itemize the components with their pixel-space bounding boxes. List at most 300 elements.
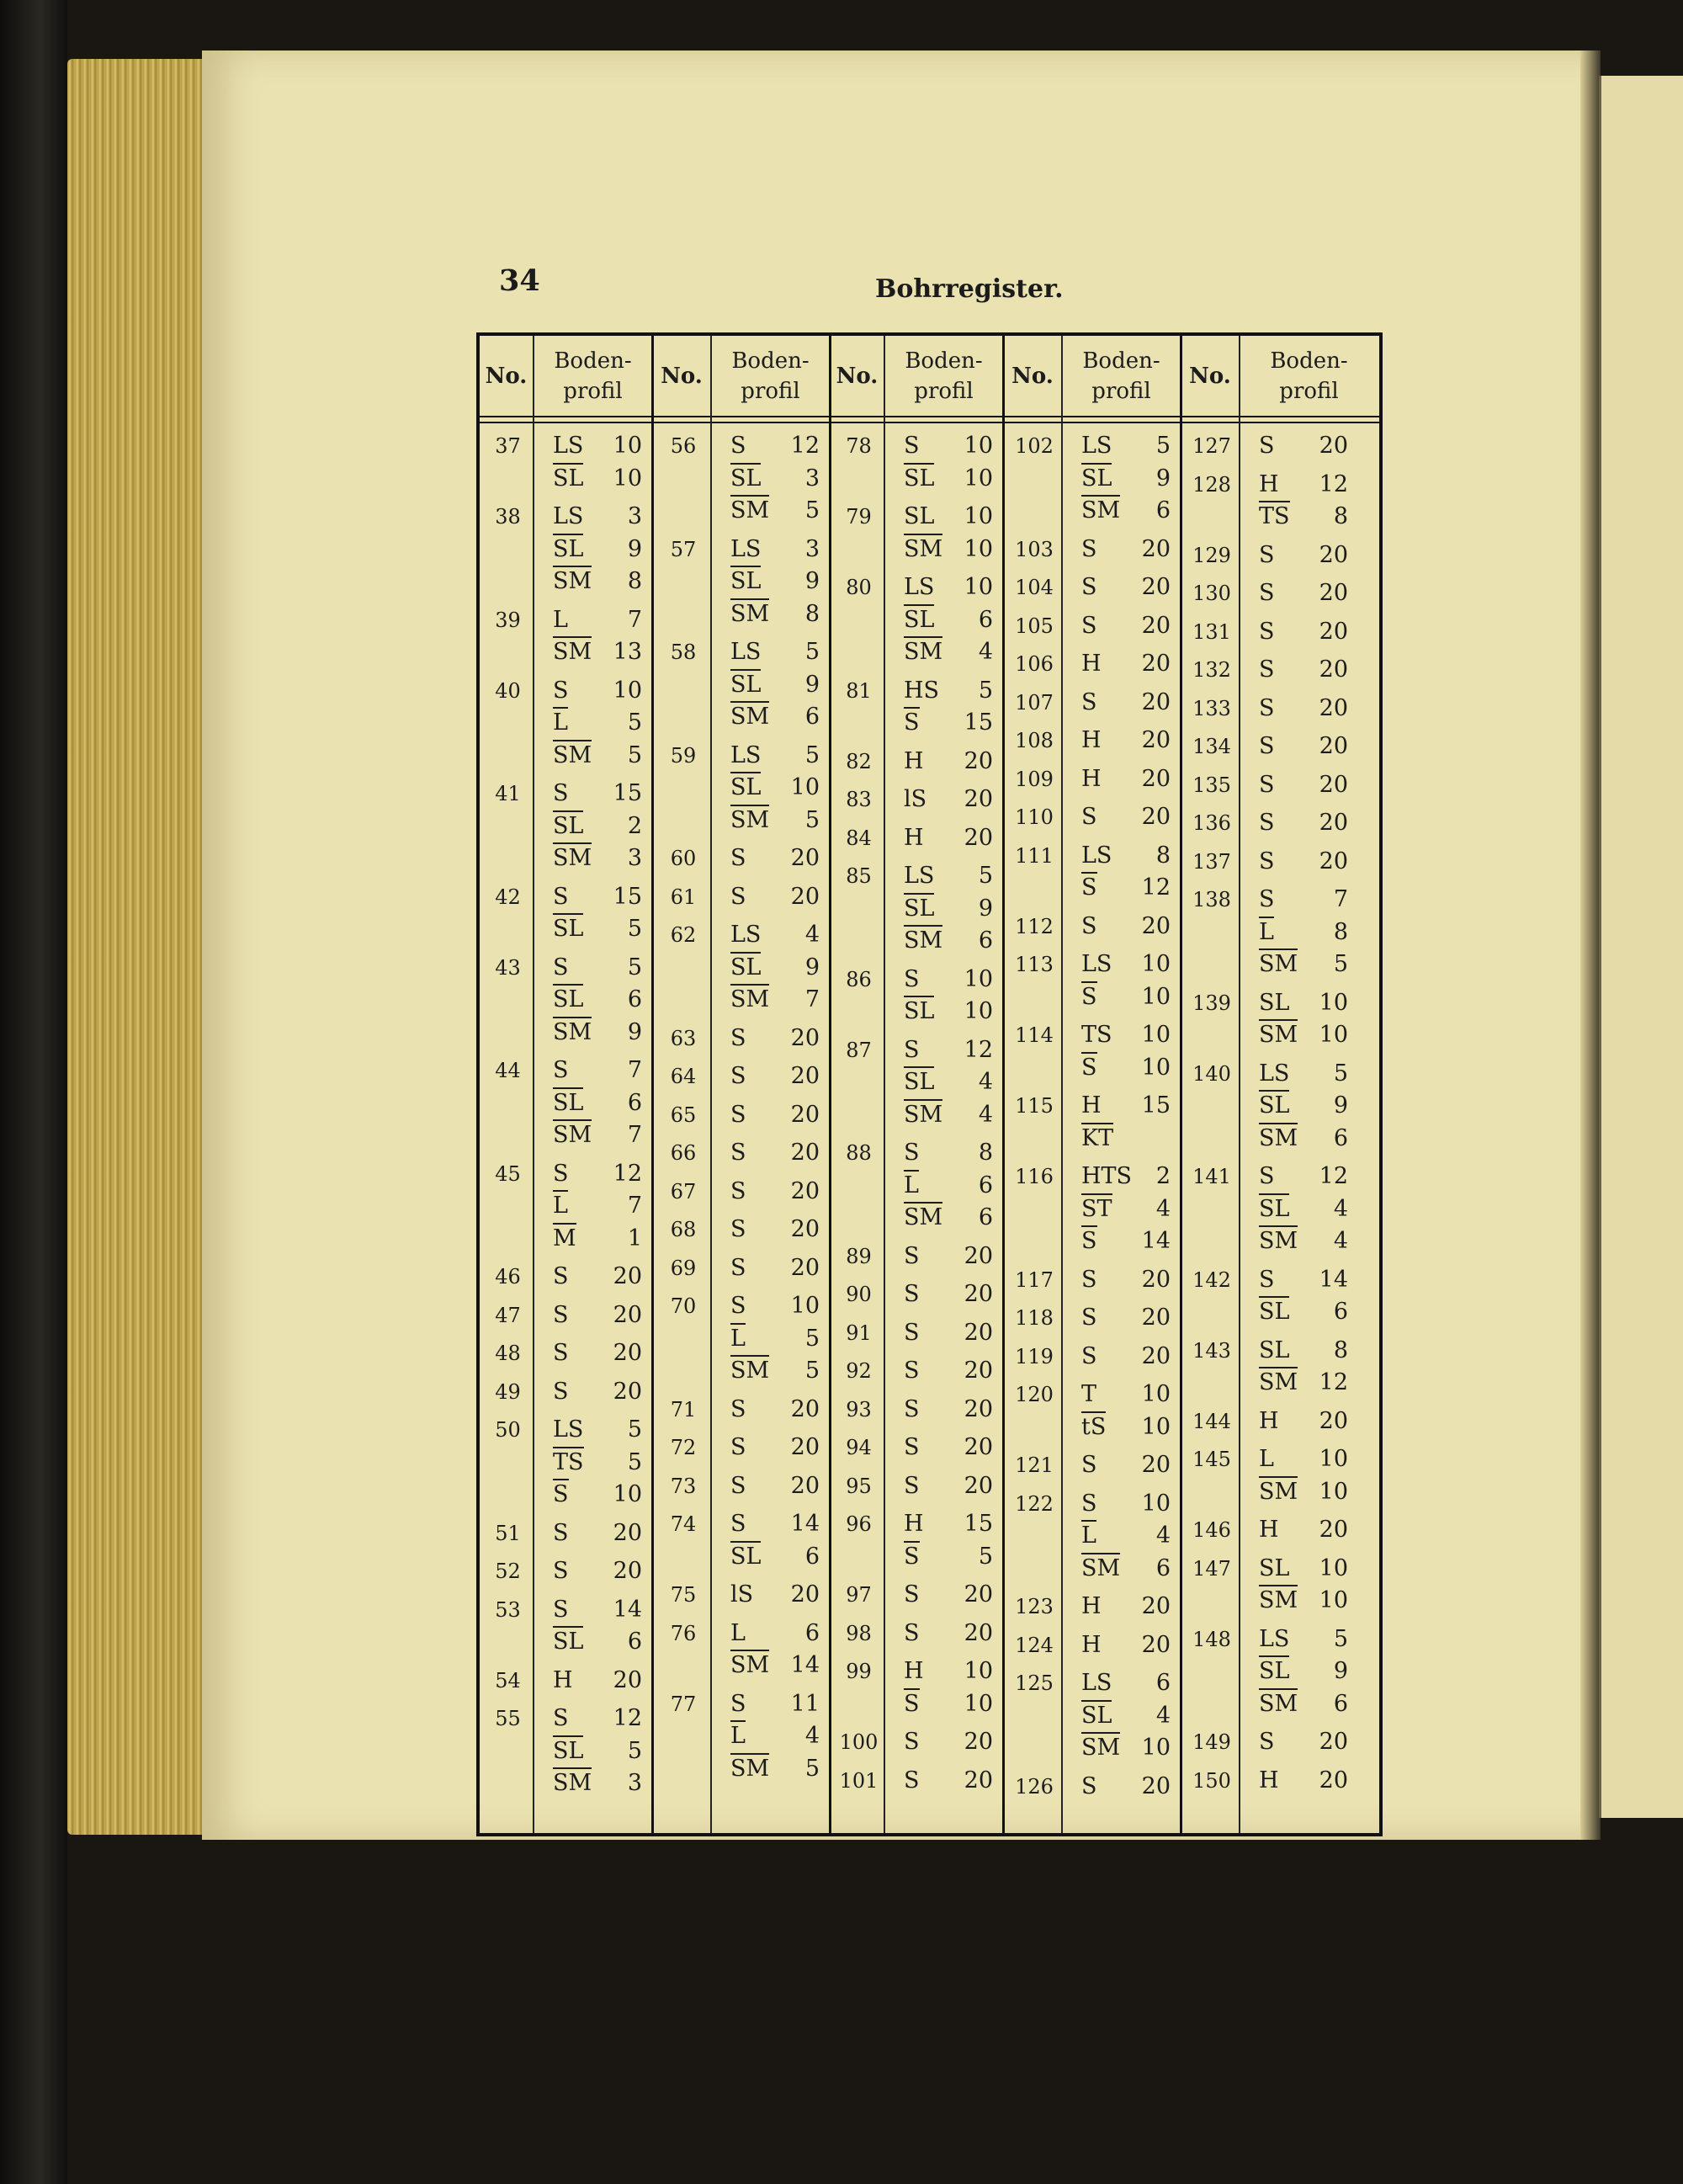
bore-number: 102	[1015, 434, 1054, 458]
bore-number: 61	[670, 885, 697, 909]
bore-number: 148	[1192, 1627, 1231, 1651]
soil-layer-depth: 5	[1155, 433, 1171, 459]
bore-register-table	[476, 332, 1383, 1836]
soil-layer-code: H	[1081, 765, 1102, 792]
soil-layer-depth: 14	[790, 1652, 820, 1678]
soil-layer-depth: 2	[1155, 1163, 1171, 1189]
soil-layer-depth: 12	[613, 1705, 642, 1731]
soil-layer-code: SM	[553, 842, 592, 872]
soil-layer-depth: 10	[613, 677, 642, 704]
soil-layer-depth: 20	[1141, 612, 1171, 639]
soil-layer-depth: 7	[627, 606, 642, 633]
soil-layer-code: SM	[730, 1753, 769, 1783]
soil-layer-depth: 9	[804, 954, 820, 980]
bore-number: 43	[495, 955, 521, 980]
header-no: No.	[1011, 364, 1054, 389]
soil-layer-depth: 6	[804, 1619, 820, 1646]
soil-layer-code: S	[730, 1177, 746, 1204]
soil-layer-code: LS	[1259, 1625, 1290, 1652]
soil-layer-depth: 20	[964, 1729, 993, 1755]
soil-layer-depth: 10	[964, 1690, 993, 1717]
soil-layer-depth: 4	[804, 922, 820, 948]
bore-number: 107	[1015, 690, 1054, 715]
bore-number: 120	[1015, 1383, 1054, 1406]
soil-layer-depth: 20	[1141, 912, 1171, 939]
bore-number: 141	[1192, 1165, 1231, 1188]
soil-layer-depth: 20	[790, 883, 820, 910]
soil-layer-code: H	[1081, 1593, 1102, 1619]
soil-layer-depth: 15	[964, 709, 993, 736]
soil-layer-code: HS	[904, 677, 940, 704]
soil-layer-code: TS	[553, 1447, 584, 1476]
soil-layer-code: SM	[730, 1650, 769, 1679]
soil-layer-depth: 7	[804, 986, 820, 1012]
soil-layer-code: SM	[553, 566, 592, 595]
soil-layer-code: L	[730, 1323, 746, 1352]
soil-layer-depth: 5	[804, 497, 820, 523]
soil-layer-depth: 20	[790, 1434, 820, 1460]
soil-layer-code: S	[1081, 1772, 1097, 1799]
bore-number: 53	[495, 1597, 521, 1622]
soil-layer-code: SL	[553, 1087, 583, 1117]
bore-number: 52	[495, 1560, 521, 1583]
soil-layer-code: SL	[1259, 1090, 1289, 1119]
soil-layer-code: S	[553, 1705, 569, 1731]
bore-number: 99	[846, 1660, 872, 1683]
soil-layer-code: S	[1081, 1052, 1097, 1081]
column-rule	[533, 336, 534, 1833]
soil-layer-depth: 6	[627, 986, 642, 1012]
soil-layer-depth: 3	[804, 535, 820, 562]
soil-layer-depth: 20	[1141, 765, 1171, 792]
bore-number: 136	[1192, 811, 1231, 835]
soil-layer-code: S	[1081, 1305, 1097, 1331]
soil-layer-code: S	[1259, 694, 1275, 721]
header-bodenprofil: Boden- profil	[905, 348, 983, 404]
bore-number: 90	[846, 1283, 872, 1306]
soil-layer-code: S	[1081, 535, 1097, 562]
soil-layer-depth: 8	[627, 568, 642, 594]
bore-number: 98	[846, 1621, 872, 1645]
soil-layer-depth: 20	[613, 1378, 642, 1405]
soil-layer-depth: 20	[790, 1472, 820, 1499]
soil-layer-depth: 4	[978, 1101, 993, 1128]
soil-layer-code: S	[553, 780, 569, 806]
bore-number: 54	[495, 1668, 521, 1692]
bore-number: 143	[1192, 1338, 1231, 1363]
bore-number: 81	[846, 678, 872, 703]
bore-number: 72	[670, 1436, 697, 1459]
bore-number: 85	[846, 864, 872, 888]
bore-number: 37	[495, 434, 521, 458]
bore-number: 59	[670, 743, 697, 768]
soil-layer-code: S	[730, 1395, 746, 1422]
soil-layer-code: L	[1081, 1520, 1096, 1549]
soil-layer-code: L	[1259, 1446, 1274, 1472]
group-rule	[1180, 336, 1182, 1833]
soil-layer-depth: 4	[1155, 1195, 1171, 1222]
soil-layer-code: S	[904, 1140, 920, 1166]
soil-layer-code: SL	[1259, 989, 1290, 1016]
soil-layer-depth: 20	[1319, 1407, 1348, 1434]
bore-number: 82	[846, 749, 872, 773]
soil-layer-code: M	[553, 1223, 576, 1252]
soil-layer-depth: 5	[627, 954, 642, 980]
soil-layer-depth: 20	[1141, 1772, 1171, 1799]
bore-number: 68	[670, 1218, 697, 1241]
soil-layer-depth: 7	[627, 1193, 642, 1219]
soil-layer-code: SL	[904, 503, 935, 529]
soil-layer-code: S	[553, 1558, 569, 1584]
bore-number: 75	[670, 1583, 697, 1607]
soil-layer-code: SM	[553, 636, 592, 666]
soil-layer-depth: 20	[790, 1024, 820, 1051]
soil-layer-depth: 20	[1141, 1452, 1171, 1478]
soil-layer-code: S	[1259, 810, 1275, 836]
bore-number: 83	[846, 788, 872, 811]
soil-layer-code: S	[553, 954, 569, 980]
soil-layer-depth: 20	[790, 1177, 820, 1204]
soil-layer-code: SL	[1081, 1700, 1112, 1730]
bore-number: 92	[846, 1359, 872, 1383]
bore-number: 42	[495, 885, 521, 909]
bore-number: 118	[1015, 1306, 1054, 1330]
soil-layer-code: S	[1081, 981, 1097, 1011]
soil-layer-code: LS	[730, 741, 762, 768]
soil-layer-code: S	[553, 1378, 569, 1405]
soil-layer-depth: 14	[1141, 1228, 1171, 1254]
soil-layer-code: S	[730, 883, 746, 910]
soil-layer-code: S	[1081, 1266, 1097, 1293]
bore-number: 93	[846, 1397, 872, 1421]
soil-layer-code: S	[1081, 1452, 1097, 1478]
soil-layer-depth: 10	[964, 1658, 993, 1684]
soil-layer-depth: 8	[1333, 918, 1348, 945]
soil-layer-code: SM	[730, 701, 769, 731]
soil-layer-code: S	[730, 433, 746, 459]
soil-layer-code: S	[1259, 886, 1275, 912]
soil-layer-depth: 10	[790, 1293, 820, 1319]
soil-layer-depth: 20	[964, 1472, 993, 1499]
soil-layer-code: S	[904, 965, 920, 992]
group-rule	[1002, 336, 1005, 1833]
soil-layer-code: SL	[1259, 1655, 1289, 1685]
soil-layer-depth: 20	[1319, 1729, 1348, 1755]
soil-layer-code: SM	[1259, 1585, 1298, 1614]
soil-layer-depth: 6	[1333, 1690, 1348, 1717]
soil-layer-depth: 20	[1319, 694, 1348, 721]
soil-layer-code: SL	[553, 810, 583, 840]
soil-layer-code: SM	[1259, 1688, 1298, 1718]
soil-layer-depth: 20	[964, 1395, 993, 1422]
soil-layer-code: S	[1259, 848, 1275, 874]
soil-layer-code: SL	[1259, 1554, 1290, 1581]
soil-layer-code: L	[553, 606, 568, 633]
soil-layer-depth: 20	[964, 1358, 993, 1384]
soil-layer-code: SM	[1259, 1123, 1298, 1152]
soil-layer-depth: 20	[1319, 848, 1348, 874]
soil-layer-depth: 20	[613, 1666, 642, 1693]
soil-layer-code: SM	[1259, 1019, 1298, 1049]
soil-layer-depth: 5	[978, 677, 993, 704]
soil-layer-depth: 20	[790, 1101, 820, 1128]
soil-layer-code: S	[730, 1024, 746, 1051]
bore-number: 130	[1192, 582, 1231, 605]
soil-layer-code: SM	[553, 740, 592, 769]
bore-number: 63	[670, 1026, 697, 1050]
soil-layer-depth: 6	[978, 927, 993, 954]
header-no: No.	[661, 364, 703, 389]
soil-layer-depth: 5	[804, 1325, 820, 1352]
soil-layer-code: SL	[730, 566, 761, 595]
soil-layer-code: SL	[904, 893, 934, 922]
soil-layer-depth: 10	[1141, 1381, 1171, 1407]
bore-number: 146	[1192, 1518, 1231, 1542]
soil-layer-code: SL	[730, 669, 761, 699]
soil-layer-depth: 5	[804, 741, 820, 768]
soil-layer-code: L	[553, 1190, 568, 1220]
soil-layer-depth: 5	[804, 1358, 820, 1384]
soil-layer-depth: 20	[1141, 1342, 1171, 1369]
bore-number: 106	[1015, 652, 1054, 676]
soil-layer-depth: 9	[804, 671, 820, 698]
soil-layer-code: LS	[553, 503, 584, 529]
soil-layer-code: S	[730, 1063, 746, 1089]
soil-layer-code: LS	[553, 433, 584, 459]
soil-layer-code: S	[730, 1140, 746, 1166]
soil-layer-code: LS	[730, 639, 762, 665]
soil-layer-depth: 5	[978, 1543, 993, 1570]
soil-layer-depth: 4	[978, 639, 993, 665]
soil-layer-depth: 20	[613, 1519, 642, 1546]
soil-layer-code: H	[904, 824, 924, 851]
bore-number: 70	[670, 1294, 697, 1318]
soil-layer-code: H	[1259, 470, 1279, 497]
soil-layer-code: SM	[553, 1017, 592, 1046]
page-edges	[67, 59, 206, 1835]
bore-number: 67	[670, 1179, 697, 1204]
soil-layer-depth: 6	[1333, 1299, 1348, 1325]
soil-layer-code: L	[730, 1619, 746, 1646]
soil-layer-depth: 14	[1319, 1266, 1348, 1293]
soil-layer-depth: 1	[627, 1225, 642, 1251]
soil-layer-code: S	[1259, 771, 1275, 798]
soil-layer-code: H	[1081, 1092, 1102, 1119]
soil-layer-depth: 12	[613, 1160, 642, 1187]
soil-layer-code: SL	[904, 996, 934, 1025]
bore-number: 138	[1192, 888, 1231, 911]
facing-page-edge	[1599, 76, 1683, 1818]
soil-layer-code: ST	[1081, 1193, 1112, 1223]
soil-layer-depth: 20	[964, 786, 993, 812]
bore-number: 40	[495, 678, 521, 703]
bore-number: 142	[1192, 1267, 1231, 1292]
soil-layer-code: SL	[553, 984, 583, 1013]
bore-number: 101	[839, 1768, 879, 1793]
soil-layer-depth: 12	[1319, 1369, 1348, 1395]
bore-number: 47	[495, 1303, 521, 1327]
soil-layer-depth: 8	[804, 600, 820, 627]
bore-number: 128	[1192, 472, 1231, 497]
bore-number: 49	[495, 1379, 521, 1404]
soil-layer-code: H	[1259, 1767, 1279, 1793]
soil-layer-depth: 15	[1141, 1092, 1171, 1119]
soil-layer-depth: 9	[627, 535, 642, 562]
header-bodenprofil: Boden- profil	[731, 348, 810, 404]
soil-layer-code: SM	[730, 598, 769, 628]
soil-layer-code: SM	[904, 636, 942, 666]
soil-layer-code: SM	[553, 1119, 592, 1149]
header-no: No.	[485, 364, 528, 389]
soil-layer-code: SL	[730, 952, 761, 981]
soil-layer-depth: 4	[1155, 1702, 1171, 1729]
soil-layer-depth: 20	[613, 1558, 642, 1584]
soil-layer-code: SM	[1081, 1732, 1120, 1762]
soil-layer-depth: 3	[804, 465, 820, 492]
bore-number: 65	[670, 1103, 697, 1127]
soil-layer-code: S	[1081, 1342, 1097, 1369]
soil-layer-code: H	[1081, 727, 1102, 753]
column-rule	[710, 336, 712, 1833]
soil-layer-code: S	[904, 707, 920, 736]
bore-number: 122	[1015, 1491, 1054, 1516]
soil-layer-code: T	[1081, 1381, 1097, 1407]
group-rule	[829, 336, 831, 1833]
bore-number: 51	[495, 1521, 521, 1545]
soil-layer-code: S	[1259, 618, 1275, 645]
soil-layer-depth: 20	[964, 1581, 993, 1607]
soil-layer-depth: 20	[964, 747, 993, 774]
soil-layer-depth: 10	[1141, 1490, 1171, 1517]
soil-layer-code: SL	[553, 1626, 583, 1655]
soil-layer-code: S	[730, 1101, 746, 1128]
bore-number: 116	[1015, 1165, 1054, 1188]
soil-layer-code: S	[904, 1358, 920, 1384]
soil-layer-depth: 15	[613, 780, 642, 806]
bore-number: 77	[670, 1692, 697, 1716]
soil-layer-code: LS	[1081, 842, 1112, 869]
bore-number: 78	[846, 434, 872, 458]
soil-layer-depth: 7	[627, 1122, 642, 1148]
soil-layer-code: LS	[1081, 1670, 1112, 1696]
soil-layer-depth: 20	[1319, 618, 1348, 645]
soil-layer-code: L	[730, 1720, 746, 1750]
soil-layer-depth: 20	[1319, 733, 1348, 759]
bore-number: 145	[1192, 1448, 1231, 1471]
soil-layer-depth: 10	[1141, 1413, 1171, 1440]
soil-layer-depth: 6	[804, 1543, 820, 1570]
soil-layer-code: S	[1259, 1729, 1275, 1755]
soil-layer-depth: 10	[613, 1481, 642, 1507]
soil-layer-code: S	[904, 1242, 920, 1269]
soil-layer-depth: 15	[613, 883, 642, 910]
soil-layer-depth: 10	[1141, 1054, 1171, 1081]
soil-layer-code: S	[553, 1057, 569, 1083]
soil-layer-code: S	[1259, 1266, 1275, 1293]
soil-layer-code: S	[1259, 541, 1275, 568]
soil-layer-code: S	[1081, 612, 1097, 639]
bore-number: 58	[670, 640, 697, 664]
soil-layer-code: LS	[1081, 433, 1112, 459]
bore-number: 123	[1015, 1595, 1054, 1618]
soil-layer-depth: 10	[964, 465, 993, 492]
page-number: 34	[499, 263, 540, 298]
soil-layer-depth: 3	[627, 845, 642, 871]
soil-layer-code: S	[553, 1301, 569, 1328]
soil-layer-depth: 10	[1319, 1446, 1348, 1472]
soil-layer-depth: 9	[627, 1018, 642, 1045]
soil-layer-depth: 5	[627, 741, 642, 768]
soil-layer-code: SM	[1259, 949, 1298, 978]
soil-layer-code: S	[1081, 1490, 1097, 1517]
soil-layer-depth: 12	[1319, 470, 1348, 497]
soil-layer-code: SL	[730, 772, 761, 801]
soil-layer-code: S	[553, 1519, 569, 1546]
soil-layer-depth: 20	[964, 1281, 993, 1307]
soil-layer-code: S	[904, 1395, 920, 1422]
soil-layer-depth: 14	[613, 1596, 642, 1623]
soil-layer-code: S	[904, 433, 920, 459]
bore-number: 45	[495, 1161, 521, 1186]
bore-number: 108	[1015, 729, 1054, 752]
soil-layer-code: SL	[553, 534, 583, 563]
bore-number: 50	[495, 1418, 521, 1442]
soil-layer-code: S	[730, 1434, 746, 1460]
bore-number: 44	[495, 1059, 521, 1082]
soil-layer-code: S	[1259, 733, 1275, 759]
soil-layer-depth: 20	[1319, 1767, 1348, 1793]
soil-layer-code: H	[904, 747, 924, 774]
soil-layer-code: S	[904, 1767, 920, 1793]
header-bodenprofil: Boden- profil	[1270, 348, 1348, 404]
soil-layer-code: S	[904, 1281, 920, 1307]
soil-layer-code: SL	[1259, 1296, 1289, 1326]
soil-layer-code: S	[1259, 656, 1275, 683]
soil-layer-depth: 8	[978, 1140, 993, 1166]
soil-layer-code: S	[730, 1511, 746, 1537]
soil-layer-depth: 3	[627, 503, 642, 529]
bore-number: 64	[670, 1065, 697, 1088]
soil-layer-code: TS	[1081, 1022, 1112, 1048]
soil-layer-depth: 20	[790, 1216, 820, 1242]
soil-layer-depth: 9	[1333, 1092, 1348, 1119]
soil-layer-code: S	[904, 1434, 920, 1460]
bore-number: 144	[1192, 1409, 1231, 1433]
bore-number: 55	[495, 1707, 521, 1730]
soil-layer-depth: 20	[1319, 1517, 1348, 1543]
bore-number: 71	[670, 1397, 697, 1421]
soil-layer-depth: 20	[964, 1619, 993, 1646]
soil-layer-code: H	[904, 1511, 924, 1537]
soil-layer-depth: 4	[978, 1069, 993, 1095]
soil-layer-code: S	[730, 1690, 746, 1717]
soil-layer-depth: 12	[1319, 1163, 1348, 1189]
bore-number: 139	[1192, 991, 1231, 1015]
soil-layer-code: SM	[1081, 495, 1120, 524]
soil-layer-depth: 12	[790, 433, 820, 459]
header-bodenprofil: Boden- profil	[1082, 348, 1160, 404]
soil-layer-depth: 5	[978, 863, 993, 889]
soil-layer-code: SM	[904, 1202, 942, 1231]
soil-layer-depth: 20	[964, 1434, 993, 1460]
soil-layer-code: SM	[730, 1355, 769, 1384]
group-rule	[651, 336, 654, 1833]
soil-layer-depth: 6	[978, 606, 993, 633]
soil-layer-code: S	[553, 1263, 569, 1289]
bore-number: 76	[670, 1621, 697, 1645]
soil-layer-code: H	[1081, 1631, 1102, 1658]
soil-layer-depth: 10	[964, 998, 993, 1024]
